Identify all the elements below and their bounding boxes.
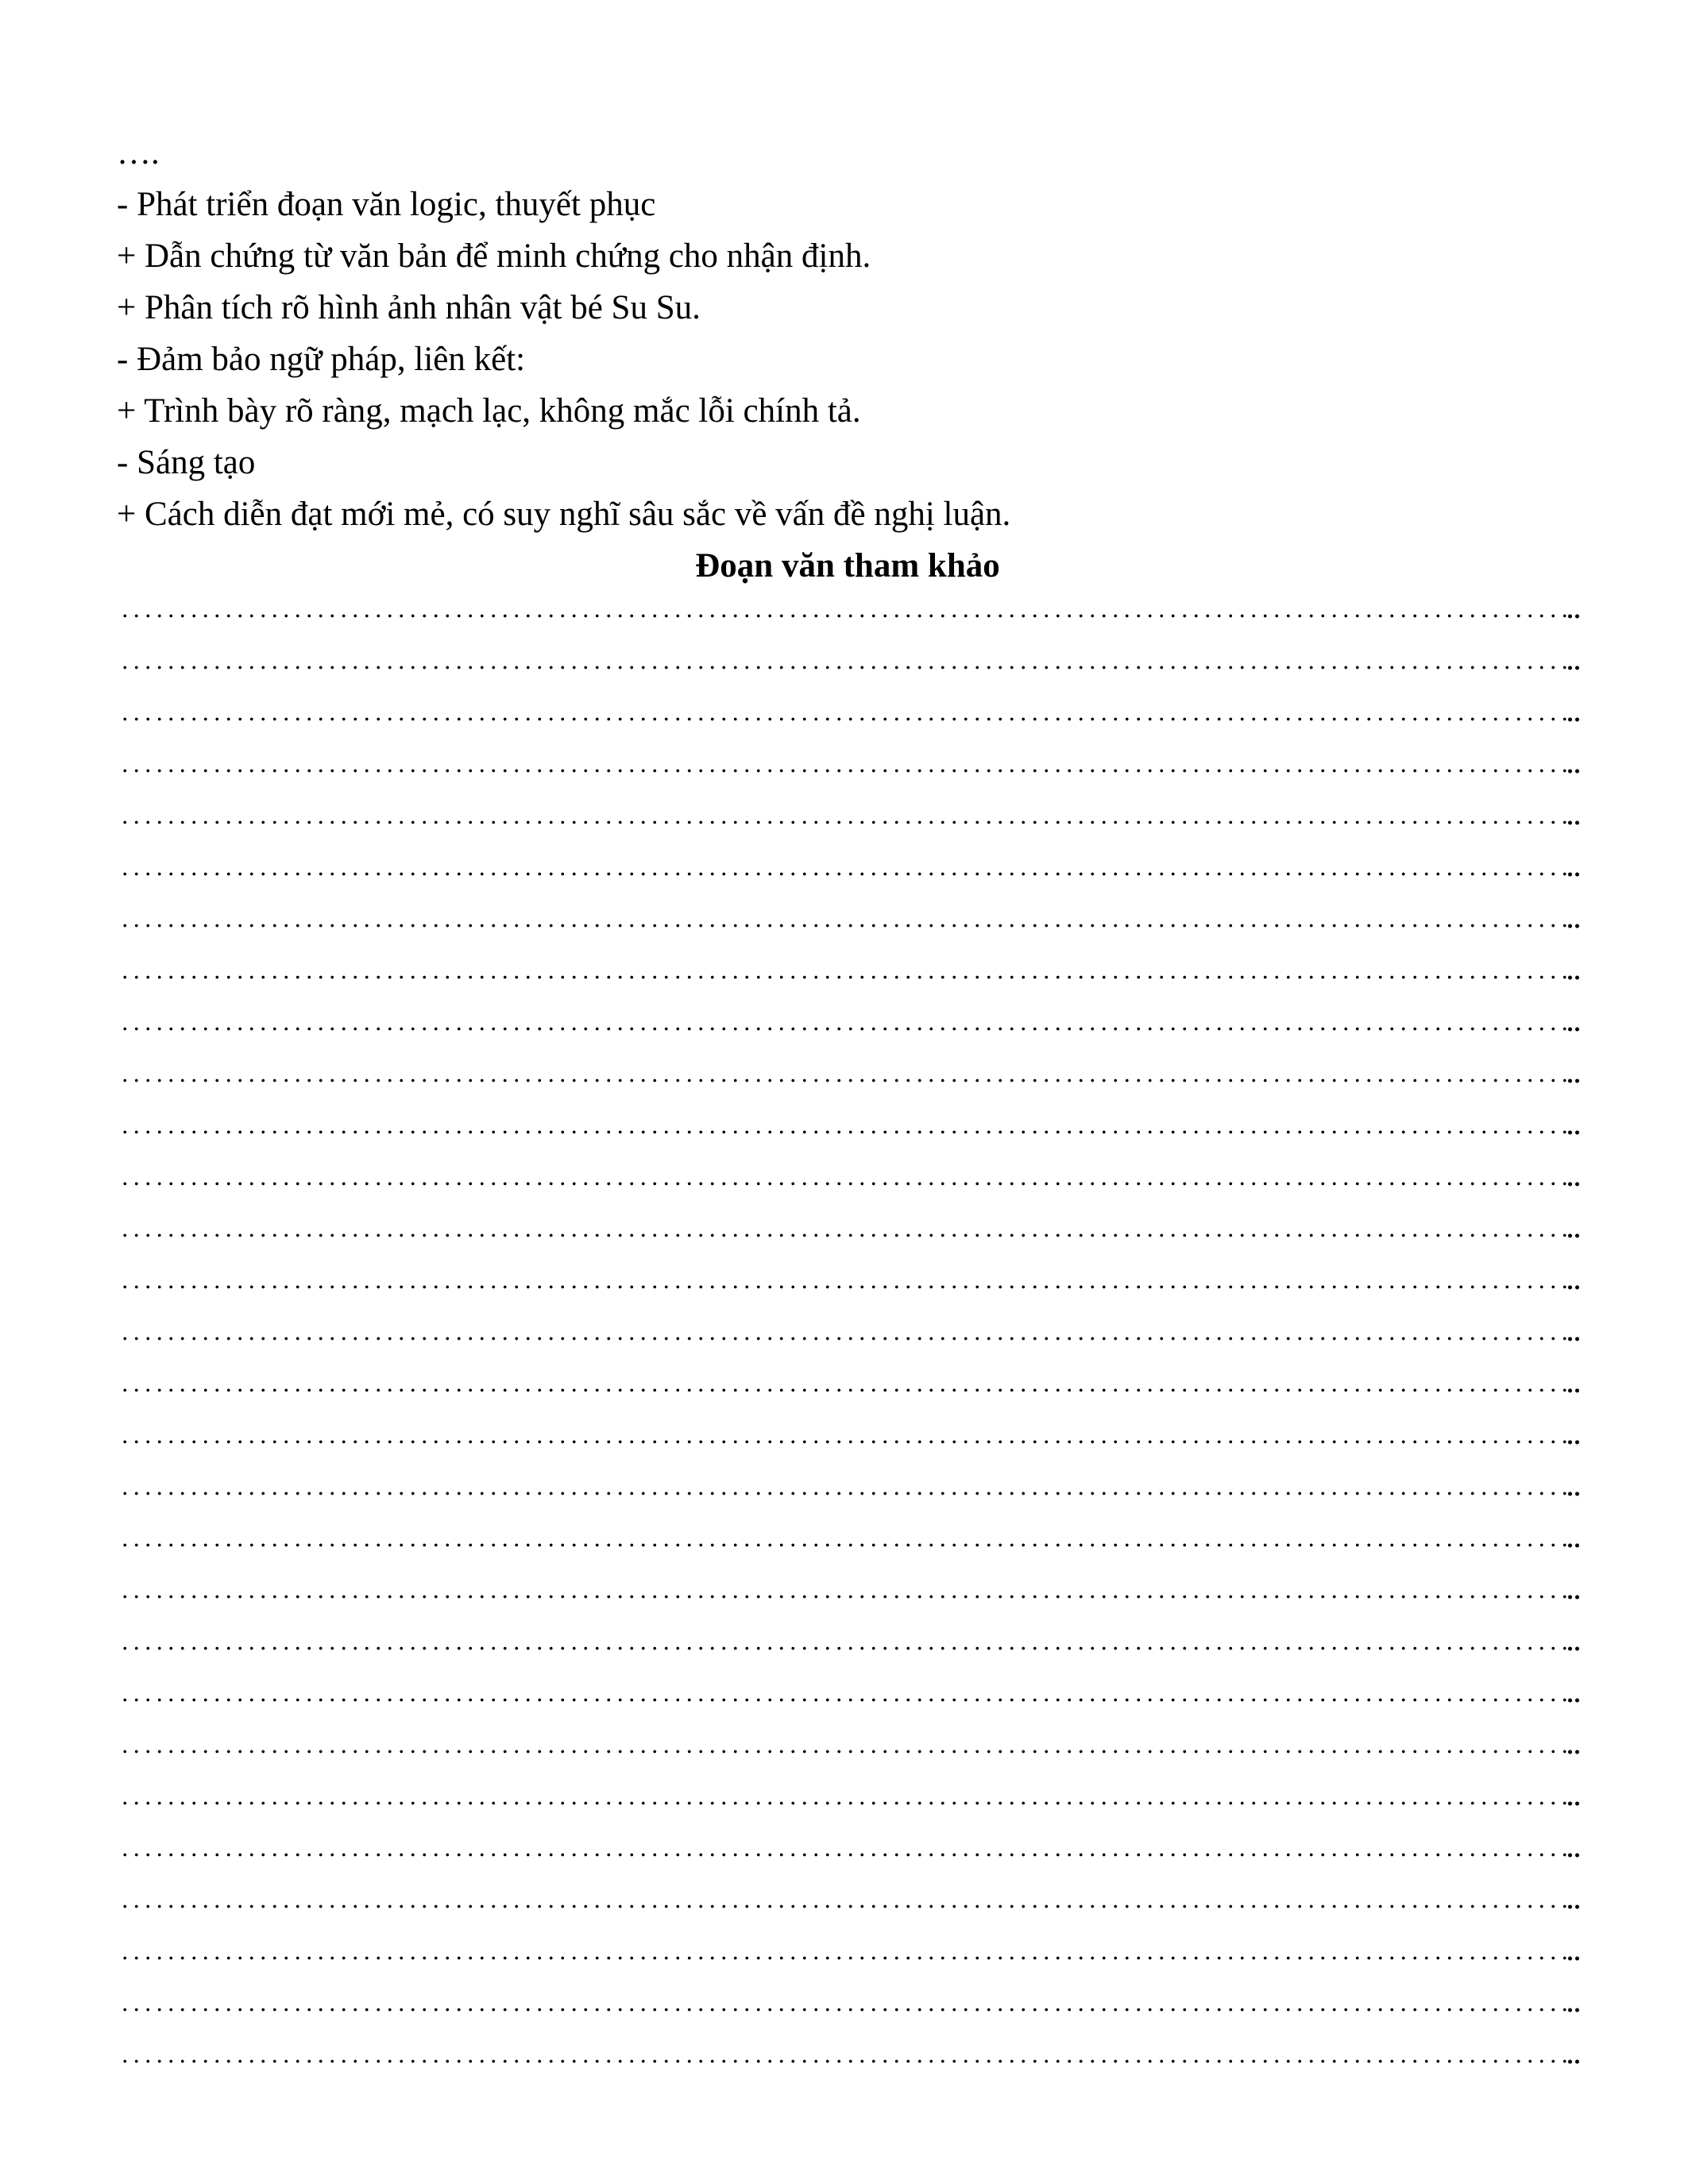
- ellipsis-line: ….: [117, 134, 160, 172]
- dotted-writing-line: [117, 842, 1581, 893]
- dotted-writing-line: [117, 1100, 1581, 1152]
- rubric-item-logic: - Phát triển đoạn văn logic, thuyết phục: [117, 186, 656, 223]
- rubric-subitem-evidence: + Dẫn chứng từ văn bản để minh chứng cho nhận định.: [117, 237, 871, 275]
- dotted-writing-line: [117, 1719, 1581, 1771]
- dotted-writing-line: [117, 1668, 1581, 1719]
- dotted-writing-line: [117, 2029, 1581, 2081]
- dotted-writing-line: [117, 1358, 1581, 1410]
- rubric-subitem-expression: + Cách diễn đạt mới mẻ, có suy nghĩ sâu sắc về vấn đề nghị luận.: [117, 496, 1011, 533]
- dotted-writing-line: [117, 945, 1581, 997]
- dotted-writing-line: [117, 1410, 1581, 1461]
- writing-area: [117, 584, 1581, 2081]
- rubric-subitem-analysis: + Phân tích rõ hình ảnh nhân vật bé Su Su.: [117, 289, 701, 326]
- dotted-writing-line: [117, 739, 1581, 790]
- dotted-writing-line: [117, 687, 1581, 739]
- dotted-writing-line: [117, 893, 1581, 945]
- dotted-writing-line: [117, 1874, 1581, 1926]
- section-heading: Đoạn văn tham khảo: [695, 547, 1000, 585]
- dotted-writing-line: [117, 790, 1581, 842]
- rubric-text: [117, 127, 1578, 592]
- dotted-writing-line: [117, 1771, 1581, 1823]
- dotted-writing-line: [117, 635, 1581, 687]
- dotted-writing-line: [117, 1306, 1581, 1358]
- rubric-item-grammar: - Đảm bảo ngữ pháp, liên kết:: [117, 341, 526, 378]
- dotted-writing-line: [117, 1048, 1581, 1100]
- dotted-writing-line: [117, 1616, 1581, 1668]
- dotted-writing-line: [117, 1823, 1581, 1874]
- rubric-subitem-presentation: + Trình bày rõ ràng, mạch lạc, không mắc lỗi chính tả.: [117, 392, 861, 430]
- rubric-item-creativity: - Sáng tạo: [117, 444, 256, 481]
- dotted-writing-line: [117, 1255, 1581, 1306]
- dotted-writing-line: [117, 584, 1581, 635]
- dotted-writing-line: [117, 1978, 1581, 2029]
- dotted-writing-line: [117, 1461, 1581, 1513]
- dotted-writing-line: [117, 1565, 1581, 1616]
- dotted-writing-line: [117, 997, 1581, 1048]
- dotted-writing-line: [117, 1926, 1581, 1978]
- dotted-writing-line: [117, 1152, 1581, 1203]
- dotted-writing-line: [117, 1203, 1581, 1255]
- dotted-writing-line: [117, 1513, 1581, 1565]
